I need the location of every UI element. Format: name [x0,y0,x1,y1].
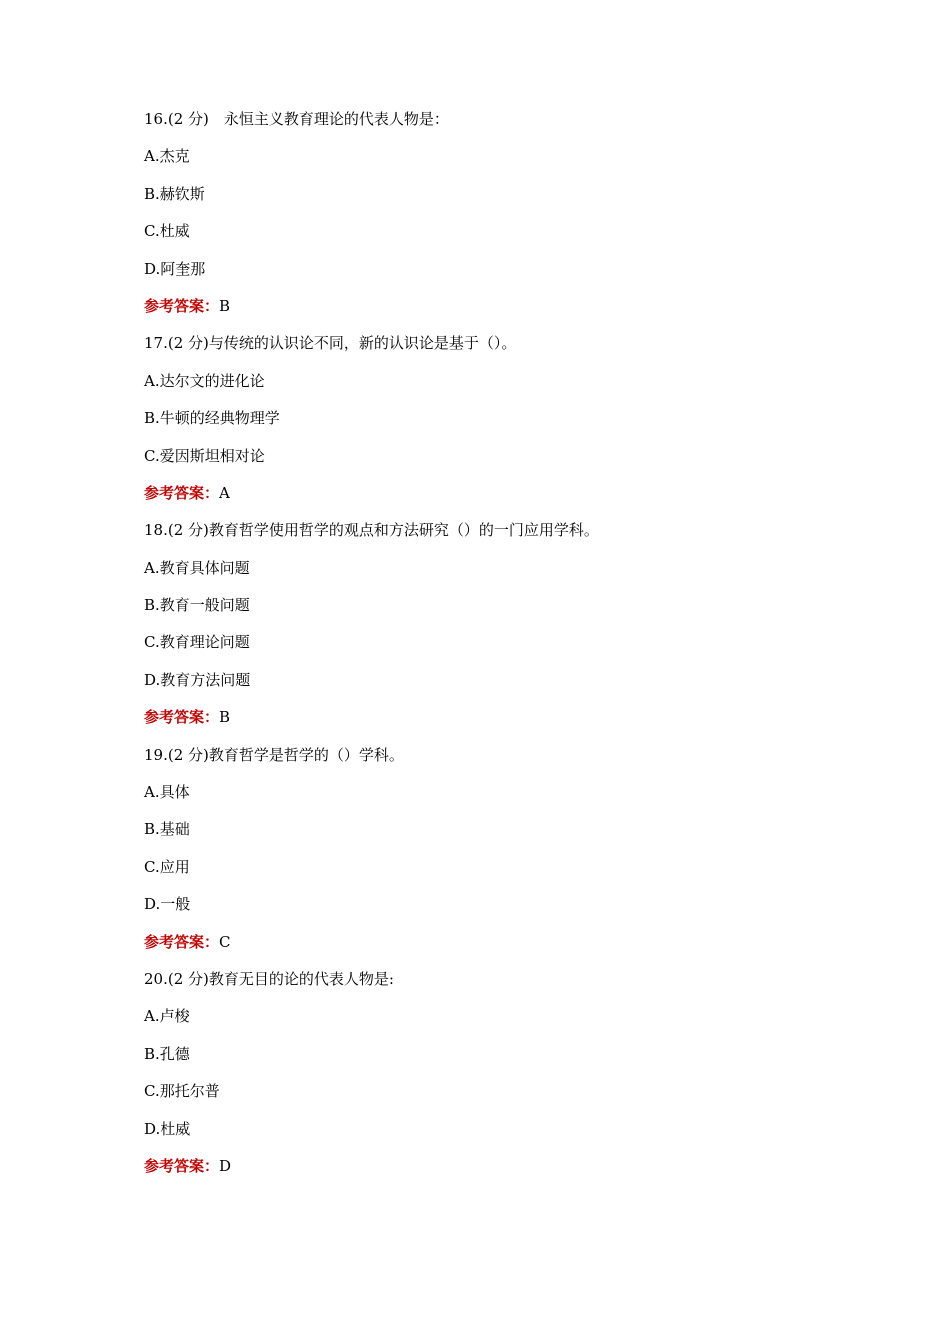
question-block [144,966,844,1190]
option-c: C.爱因斯坦相对论 [144,446,265,465]
question-block [144,517,844,741]
answer-label: 参考答案： [144,483,220,502]
option-a: A.具体 [144,783,190,802]
option-d: D.一般 [144,895,191,914]
question-list [144,106,844,1190]
question-stem: 20.(2 分)教育无目的论的代表人物是: [144,969,394,988]
option-d: D.杜威 [144,1119,191,1138]
answer-label: 参考答案： [144,296,220,315]
question-block [144,330,844,517]
question-stem: 17.(2 分)与传统的认识论不同，新的认识论是基于（）。 [144,334,517,353]
answer-line [144,480,844,517]
question-stem: 19.(2 分)教育哲学是哲学的（）学科。 [144,745,404,764]
answer-label: 参考答案： [144,932,220,951]
option-b: B.基础 [144,820,190,839]
answer-line [144,929,844,966]
option-b: B.孔德 [144,1044,190,1063]
option-c: C.教育理论问题 [144,633,250,652]
option-a: A.教育具体问题 [144,558,250,577]
option-a: A.杰克 [144,147,190,166]
answer-value: A [219,483,230,502]
answer-line [144,1153,844,1190]
option-c: C.杜威 [144,222,190,241]
question-stem: 16.(2 分) 永恒主义教育理论的代表人物是： [144,110,449,128]
answer-line [144,704,844,741]
option-c: C.那托尔普 [144,1082,220,1101]
option-b: B.牛顿的经典物理学 [144,409,280,428]
option-d: D.阿奎那 [144,259,206,278]
answer-value: C [219,932,231,951]
question-block [144,106,844,330]
option-a: A.卢梭 [144,1007,190,1026]
answer-label: 参考答案： [144,708,220,727]
option-a: A.达尔文的进化论 [144,371,265,390]
option-c: C.应用 [144,857,190,876]
question-block [144,742,844,966]
answer-value: B [219,708,231,727]
option-b: B.教育一般问题 [144,596,250,615]
answer-label: 参考答案： [144,1156,220,1175]
answer-value: B [219,296,231,315]
option-b: B.赫钦斯 [144,184,205,203]
option-d: D.教育方法问题 [144,670,251,689]
question-stem: 18.(2 分)教育哲学使用哲学的观点和方法研究（）的一门应用学科。 [144,521,599,540]
answer-line [144,293,844,330]
answer-value: D [219,1156,232,1175]
